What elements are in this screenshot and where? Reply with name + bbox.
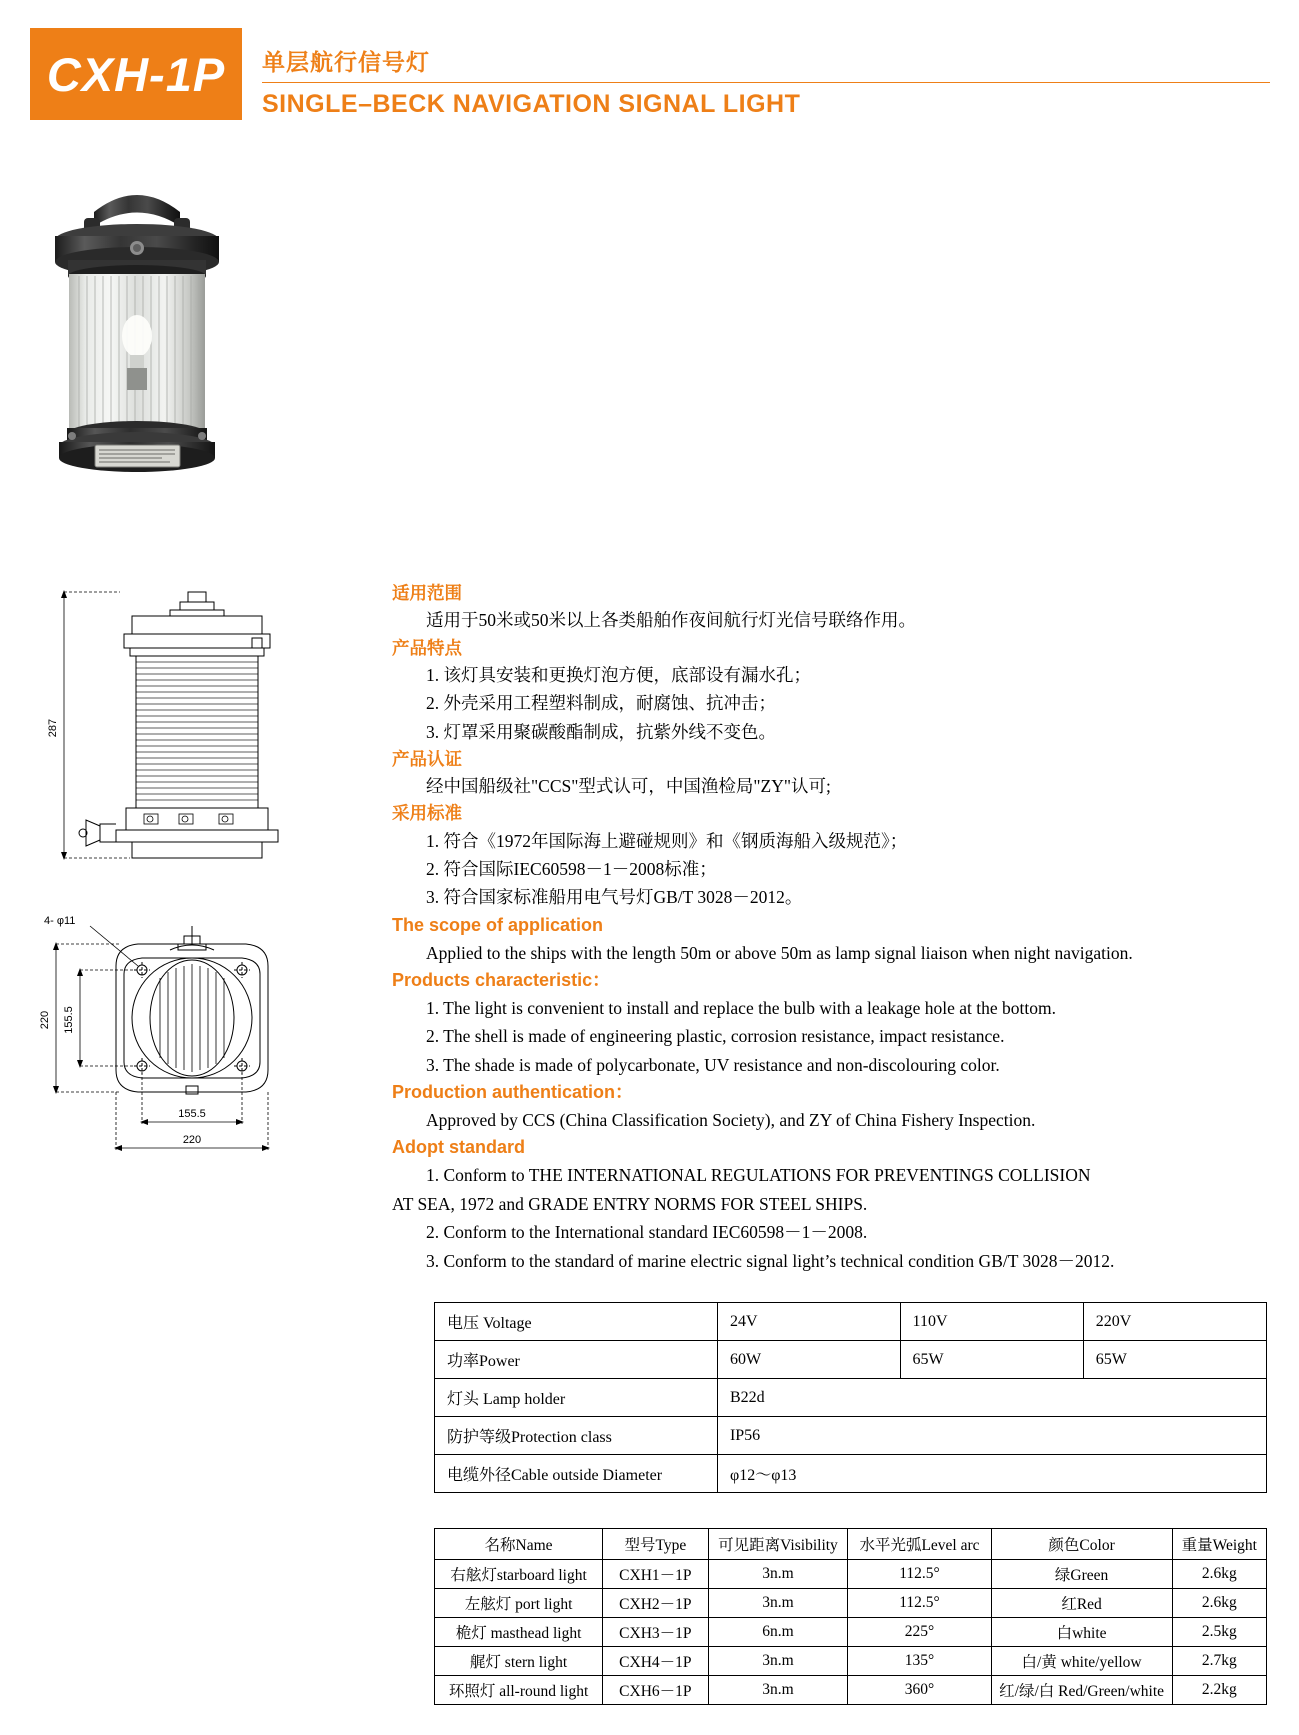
row1-name: 左舷灯 port light xyxy=(435,1589,603,1618)
row4-name: 环照灯 all-round light xyxy=(435,1676,603,1705)
row1-weight: 2.6kg xyxy=(1172,1589,1266,1618)
features-en-1: 1. The light is convenient to install and replace the bulb with a leakage hole at the bottom. xyxy=(426,998,1056,1019)
row3-type: CXH4－1P xyxy=(603,1647,708,1676)
row0-color: 绿Green xyxy=(991,1560,1172,1589)
row4-color: 红/绿/白 Red/Green/white xyxy=(991,1676,1172,1705)
dim-220-horizontal: 220 xyxy=(182,1134,202,1146)
spec-protection-value: IP56 xyxy=(717,1417,1266,1455)
spec-label-power: 功率Power xyxy=(435,1341,718,1379)
dim-287: 287 xyxy=(47,718,59,738)
model-variants-table xyxy=(434,1528,1267,1705)
spec-power-65w-a: 65W xyxy=(900,1341,1083,1379)
header-visibility: 可见距离Visibility xyxy=(708,1529,848,1560)
table-header-row xyxy=(435,1529,1267,1560)
features-cn-1: 1. 该灯具安装和更换灯泡方便，底部设有漏水孔； xyxy=(426,664,811,685)
spec-voltage-110v: 110V xyxy=(900,1303,1083,1341)
scope-cn-body: 适用于50米或50米以上各类船舶作夜间航行灯光信号联络作用。 xyxy=(426,610,916,631)
row2-name: 桅灯 masthead light xyxy=(435,1618,603,1647)
header-weight: 重量Weight xyxy=(1172,1529,1266,1560)
row2-arc: 225° xyxy=(848,1618,991,1647)
row0-type: CXH1－1P xyxy=(603,1560,708,1589)
row3-name: 艉灯 stern light xyxy=(435,1647,603,1676)
title-chinese: 单层航行信号灯 xyxy=(262,49,430,75)
spec-cable-value: φ12～φ13 xyxy=(717,1455,1266,1493)
heading-cert-cn: 产品认证 xyxy=(392,748,462,769)
row2-weight: 2.5kg xyxy=(1172,1618,1266,1647)
top-view-svg xyxy=(20,890,360,1190)
title-divider xyxy=(262,82,1270,83)
row3-color: 白/黄 white/yellow xyxy=(991,1647,1172,1676)
spec-label-holder: 灯头 Lamp holder xyxy=(435,1379,718,1417)
model-badge xyxy=(30,28,242,120)
row4-type: CXH6－1P xyxy=(603,1676,708,1705)
standard-en-3: 3. Conform to the standard of marine electric signal light’s technical condition GB/T 3028－2012. xyxy=(426,1250,1115,1271)
heading-scope-en: The scope of application xyxy=(392,914,604,935)
header-level-arc: 水平光弧Level arc xyxy=(848,1529,991,1560)
scope-en-body: Applied to the ships with the length 50m or above 50m as lamp signal liaison when night navigation. xyxy=(426,942,1133,963)
title-english: SINGLE–BECK NAVIGATION SIGNAL LIGHT xyxy=(262,90,801,118)
row4-arc: 360° xyxy=(848,1676,991,1705)
table-row xyxy=(435,1303,1267,1341)
page-header xyxy=(0,28,1299,120)
spec-power-65w-b: 65W xyxy=(1083,1341,1266,1379)
row1-color: 红Red xyxy=(991,1589,1172,1618)
cert-cn-body: 经中国船级社"CCS"型式认可，中国渔检局"ZY"认可; xyxy=(426,776,831,797)
front-view-drawing xyxy=(20,578,360,878)
row0-name: 右舷灯starboard light xyxy=(435,1560,603,1589)
description-column xyxy=(392,580,1162,1275)
navigation-light-photo xyxy=(22,160,252,480)
table-row xyxy=(435,1647,1267,1676)
heading-cert-en: Production authentication： xyxy=(392,1082,633,1103)
heading-standard-en: Adopt standard xyxy=(392,1137,525,1158)
cert-en-body: Approved by CCS (China Classification Society), and ZY of China Fishery Inspection. xyxy=(426,1110,1036,1131)
standard-en-1b: AT SEA, 1972 and GRADE ENTRY NORMS FOR STEEL SHIPS. xyxy=(392,1193,868,1214)
row3-weight: 2.7kg xyxy=(1172,1647,1266,1676)
heading-scope-cn: 适用范围 xyxy=(392,583,462,603)
header-color: 颜色Color xyxy=(991,1529,1172,1560)
table-row xyxy=(435,1455,1267,1493)
standard-en-1: 1. Conform to THE INTERNATIONAL REGULATIONS FOR PREVENTINGS COLLISION xyxy=(426,1165,1091,1186)
spec-voltage-24v: 24V xyxy=(717,1303,900,1341)
spec-label-voltage: 电压 Voltage xyxy=(435,1303,718,1341)
table-row xyxy=(435,1618,1267,1647)
row3-visibility: 3n.m xyxy=(708,1647,848,1676)
row2-visibility: 6n.m xyxy=(708,1618,848,1647)
standard-cn-3: 3. 符合国家标准船用电气号灯GB/T 3028－2012。 xyxy=(426,887,803,908)
spec-label-protection: 防护等级Protection class xyxy=(435,1417,718,1455)
standard-cn-2: 2. 符合国际IEC60598－1－2008标准； xyxy=(426,859,717,880)
spec-holder-value: B22d xyxy=(717,1379,1266,1417)
row1-visibility: 3n.m xyxy=(708,1589,848,1618)
dim-1555-vertical: 155.5 xyxy=(63,1006,75,1034)
specification-table xyxy=(434,1302,1267,1493)
standard-en-2: 2. Conform to the International standard IEC60598－1－2008. xyxy=(426,1222,868,1243)
heading-features-en: Products characteristic： xyxy=(392,970,611,991)
row2-type: CXH3－1P xyxy=(603,1618,708,1647)
table-row xyxy=(435,1341,1267,1379)
model-number: CXH-1P xyxy=(46,47,226,101)
features-en-2: 2. The shell is made of engineering plastic, corrosion resistance, impact resistance. xyxy=(426,1026,1005,1047)
row0-visibility: 3n.m xyxy=(708,1560,848,1589)
row1-type: CXH2－1P xyxy=(603,1589,708,1618)
row4-visibility: 3n.m xyxy=(708,1676,848,1705)
table-row xyxy=(435,1560,1267,1589)
standard-cn-1: 1. 符合《1972年国际海上避碰规则》和《钢质海船入级规范》； xyxy=(426,830,908,851)
table-row xyxy=(435,1676,1267,1705)
header-name: 名称Name xyxy=(435,1529,603,1560)
table-row xyxy=(435,1417,1267,1455)
spec-power-60w: 60W xyxy=(717,1341,900,1379)
row2-color: 白white xyxy=(991,1618,1172,1647)
row1-arc: 112.5° xyxy=(848,1589,991,1618)
title-block xyxy=(262,28,1272,120)
row0-arc: 112.5° xyxy=(848,1560,991,1589)
table-row xyxy=(435,1589,1267,1618)
row3-arc: 135° xyxy=(848,1647,991,1676)
table-row xyxy=(435,1379,1267,1417)
row0-weight: 2.6kg xyxy=(1172,1560,1266,1589)
dim-holes: 4- φ11 xyxy=(44,915,76,927)
heading-features-cn: 产品特点 xyxy=(392,637,462,658)
spec-voltage-220v: 220V xyxy=(1083,1303,1266,1341)
features-cn-2: 2. 外壳采用工程塑料制成，耐腐蚀、抗冲击； xyxy=(426,693,776,714)
header-type: 型号Type xyxy=(603,1529,708,1560)
features-en-3: 3. The shade is made of polycarbonate, UV resistance and non-discolouring color. xyxy=(426,1054,1000,1075)
spec-label-cable: 电缆外径Cable outside Diameter xyxy=(435,1455,718,1493)
features-cn-3: 3. 灯罩采用聚碳酸酯制成，抗紫外线不变色。 xyxy=(426,721,776,742)
dim-1555-horizontal: 155.5 xyxy=(178,1108,206,1120)
product-photo xyxy=(22,160,252,480)
top-view-drawing xyxy=(20,890,360,1190)
front-view-svg xyxy=(20,578,360,878)
heading-standard-cn: 采用标准 xyxy=(392,803,462,824)
row4-weight: 2.2kg xyxy=(1172,1676,1266,1705)
dim-220-vertical: 220 xyxy=(39,1010,51,1030)
